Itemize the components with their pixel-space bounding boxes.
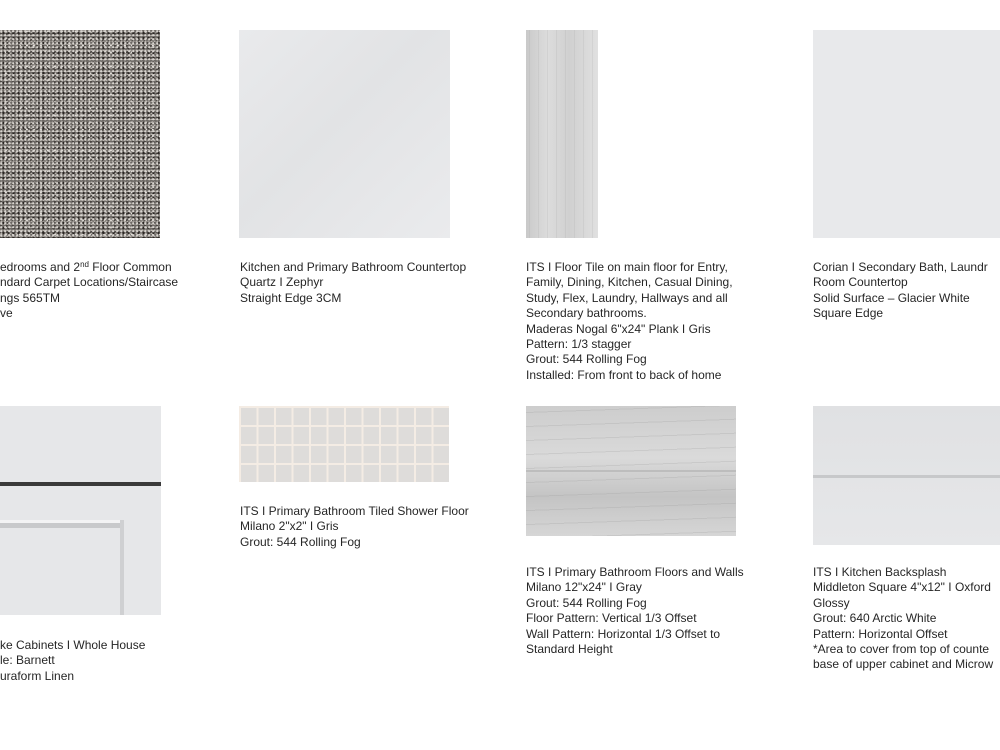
corian-caption (813, 260, 1000, 322)
caption-line: uraform Linen (0, 668, 75, 683)
caption-line: Pattern: Horizontal Offset (813, 626, 948, 641)
caption-line: Pattern: 1/3 stagger (526, 336, 632, 351)
mosaic-tile-swatch (239, 406, 449, 482)
cabinet-rail (0, 482, 161, 486)
caption-line: Solid Surface – Glacier White (813, 290, 970, 305)
caption-line: ke Cabinets I Whole House (0, 638, 146, 652)
caption-line: ndard Carpet Locations/Staircase (0, 275, 179, 290)
caption-line: Milano 12"x24" I Gray (526, 580, 642, 595)
caption-line: Grout: 544 Rolling Fog (526, 352, 647, 367)
caption-line: Grout: 544 Rolling Fog (240, 534, 361, 549)
caption-line: ITS I Kitchen Backsplash (813, 565, 947, 579)
caption-line: edrooms and 2nd Floor Common (0, 260, 172, 274)
caption-line: Glossy (813, 595, 850, 610)
quartz-caption (240, 260, 510, 306)
milano-tile-caption (526, 565, 786, 657)
caption-line: Middleton Square 4"x12" I Oxford (813, 580, 991, 595)
caption-line: *Area to cover from top of counte (813, 641, 990, 656)
caption-line: ve (0, 306, 13, 321)
caption-line: ngs 565TM (0, 290, 61, 305)
cabinet-swatch (0, 406, 161, 615)
caption-line: Square Edge (813, 306, 884, 321)
caption-line: ITS I Primary Bathroom Floors and Walls (526, 565, 744, 579)
caption-line: Maderas Nogal 6"x24" Plank I Gris (526, 321, 711, 336)
caption-line: Standard Height (526, 641, 613, 656)
corian-swatch (813, 30, 1000, 238)
caption-line: Quartz I Zephyr (240, 275, 324, 290)
caption-line: Family, Dining, Kitchen, Casual Dining, (526, 275, 733, 290)
caption-line: Room Countertop (813, 275, 908, 290)
caption-line: Grout: 544 Rolling Fog (526, 595, 647, 610)
caption-line: Straight Edge 3CM (240, 290, 342, 305)
tile-seam (526, 470, 736, 472)
caption-line: Floor Pattern: Vertical 1/3 Offset (526, 611, 697, 626)
caption-line: base of upper cabinet and Microw (813, 657, 994, 672)
tile-seam (813, 475, 1000, 478)
carpet-caption (0, 260, 200, 322)
caption-line: Grout: 640 Arctic White (813, 611, 937, 626)
caption-line: ITS I Primary Bathroom Tiled Shower Floor (240, 504, 469, 518)
backsplash-swatch (813, 406, 1000, 545)
cabinet-caption (0, 638, 200, 684)
caption-line: Study, Flex, Laundry, Hallways and all (526, 290, 728, 305)
plank-tile-swatch (526, 30, 598, 238)
plank-tile-caption (526, 260, 776, 383)
carpet-swatch (0, 30, 160, 238)
caption-line: Installed: From front to back of home (526, 367, 722, 382)
caption-line: le: Barnett (0, 653, 55, 668)
caption-line: Secondary bathrooms. (526, 306, 647, 321)
mosaic-tile-caption (240, 504, 510, 550)
caption-line: Milano 2"x2" I Gris (240, 519, 339, 534)
quartz-swatch (239, 30, 450, 238)
cabinet-panel-side (120, 520, 124, 615)
cabinet-panel-edge (0, 520, 124, 528)
milano-tile-swatch (526, 406, 736, 536)
caption-line: Wall Pattern: Horizontal 1/3 Offset to (526, 626, 721, 641)
caption-line: Kitchen and Primary Bathroom Countertop (240, 260, 467, 274)
caption-line: Corian I Secondary Bath, Laundr (813, 260, 988, 274)
backsplash-caption (813, 565, 1000, 673)
caption-line: ITS I Floor Tile on main floor for Entry, (526, 260, 728, 274)
